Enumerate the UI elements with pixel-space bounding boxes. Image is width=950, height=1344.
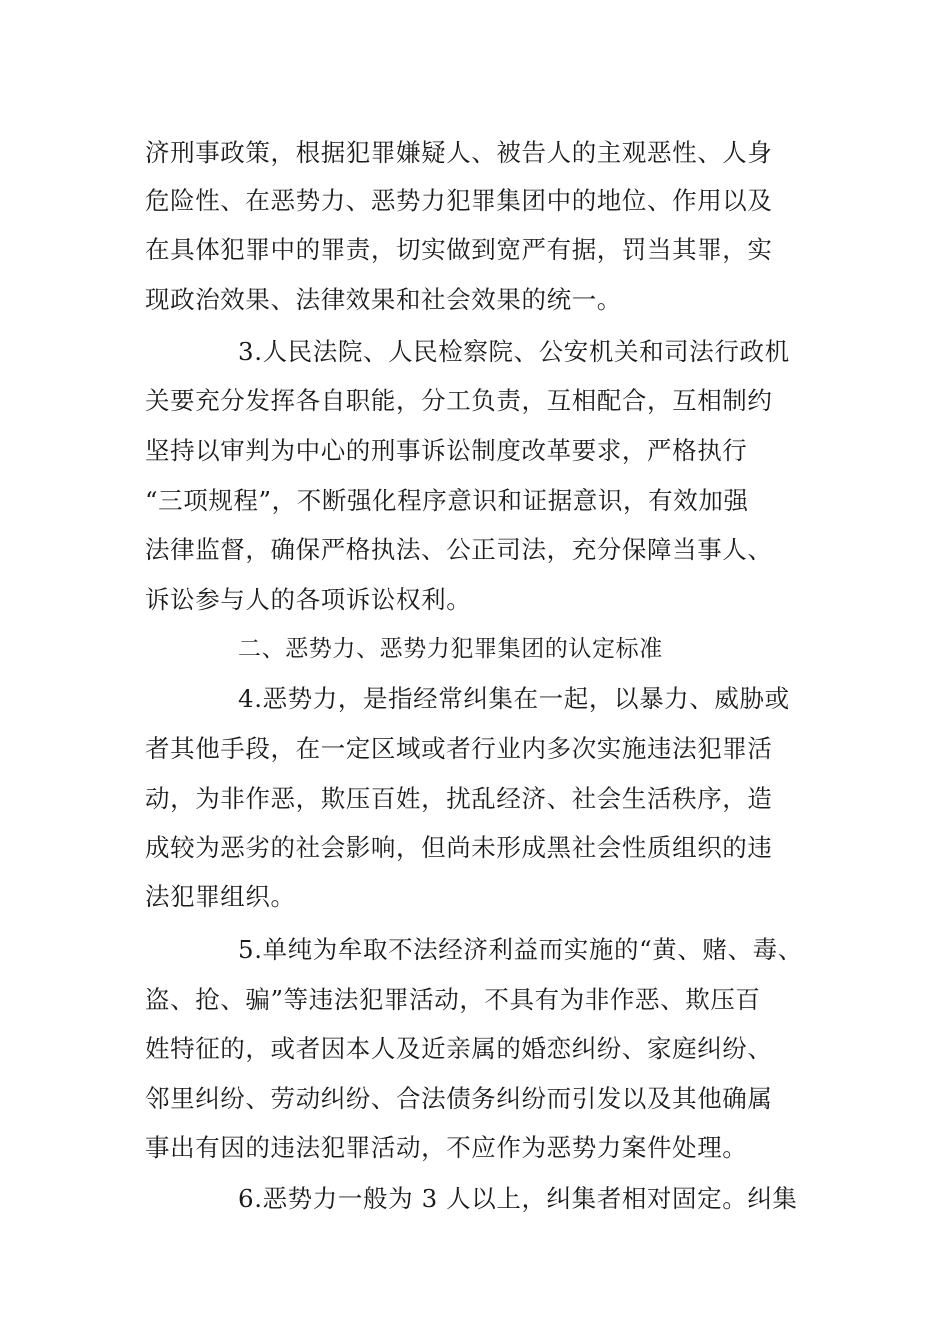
- paragraph-4-start: 4.恶势力，是指经常纠集在一起，以暴力、威胁或: [238, 684, 790, 713]
- text-line-19: 姓特征的，或者因本人及近亲属的婚恋纠纷、家庭纠纷、: [145, 1034, 773, 1063]
- text-line-15: 成较为恶劣的社会影响，但尚未形成黑社会性质组织的违: [145, 833, 773, 862]
- text-line-21: 事出有因的违法犯罪活动，不应作为恶势力案件处理。: [145, 1133, 748, 1162]
- text-line-7: 坚持以审判为中心的刑事诉讼制度改革要求，严格执行: [145, 436, 748, 465]
- text-line-10: 诉讼参与人的各项诉讼权利。: [145, 585, 472, 614]
- paragraph-3-start: 3.人民法院、人民检察院、公安机关和司法行政机: [238, 337, 790, 366]
- text-line-3: 在具体犯罪中的罪责，切实做到宽严有据，罚当其罪，实: [145, 235, 773, 264]
- text-line-1: 济刑事政策，根据犯罪嫌疑人、被告人的主观恶性、人身: [145, 138, 773, 167]
- text-line-13: 者其他手段，在一定区域或者行业内多次实施违法犯罪活: [145, 734, 773, 763]
- text-line-6: 关要充分发挥各自职能，分工负责，互相配合，互相制约: [145, 386, 773, 415]
- section-heading: 二、恶势力、恶势力犯罪集团的认定标准: [238, 636, 663, 662]
- paragraph-5-start: 5.单纯为牟取不法经济利益而实施的“黄、赌、毒、: [238, 935, 803, 964]
- text-line-2: 危险性、在恶势力、恶势力犯罪集团中的地位、作用以及: [145, 186, 773, 215]
- text-line-18: 盗、抢、骗”等违法犯罪活动，不具有为非作恶、欺压百: [145, 985, 761, 1014]
- text-line-16: 法犯罪组织。: [145, 882, 296, 911]
- text-line-9: 法律监督，确保严格执法、公正司法，充分保障当事人、: [145, 535, 773, 564]
- text-line-20: 邻里纠纷、劳动纠纷、合法债务纠纷而引发以及其他确属: [145, 1084, 773, 1113]
- text-line-14: 动，为非作恶，欺压百姓，扰乱经济、社会生活秩序，造: [145, 784, 773, 813]
- paragraph-6-start: 6.恶势力一般为 3 人以上，纠集者相对固定。纠集: [238, 1184, 798, 1213]
- text-line-4: 现政治效果、法律效果和社会效果的统一。: [145, 285, 622, 314]
- text-line-8: “三项规程”，不断强化程序意识和证据意识，有效加强: [145, 486, 749, 515]
